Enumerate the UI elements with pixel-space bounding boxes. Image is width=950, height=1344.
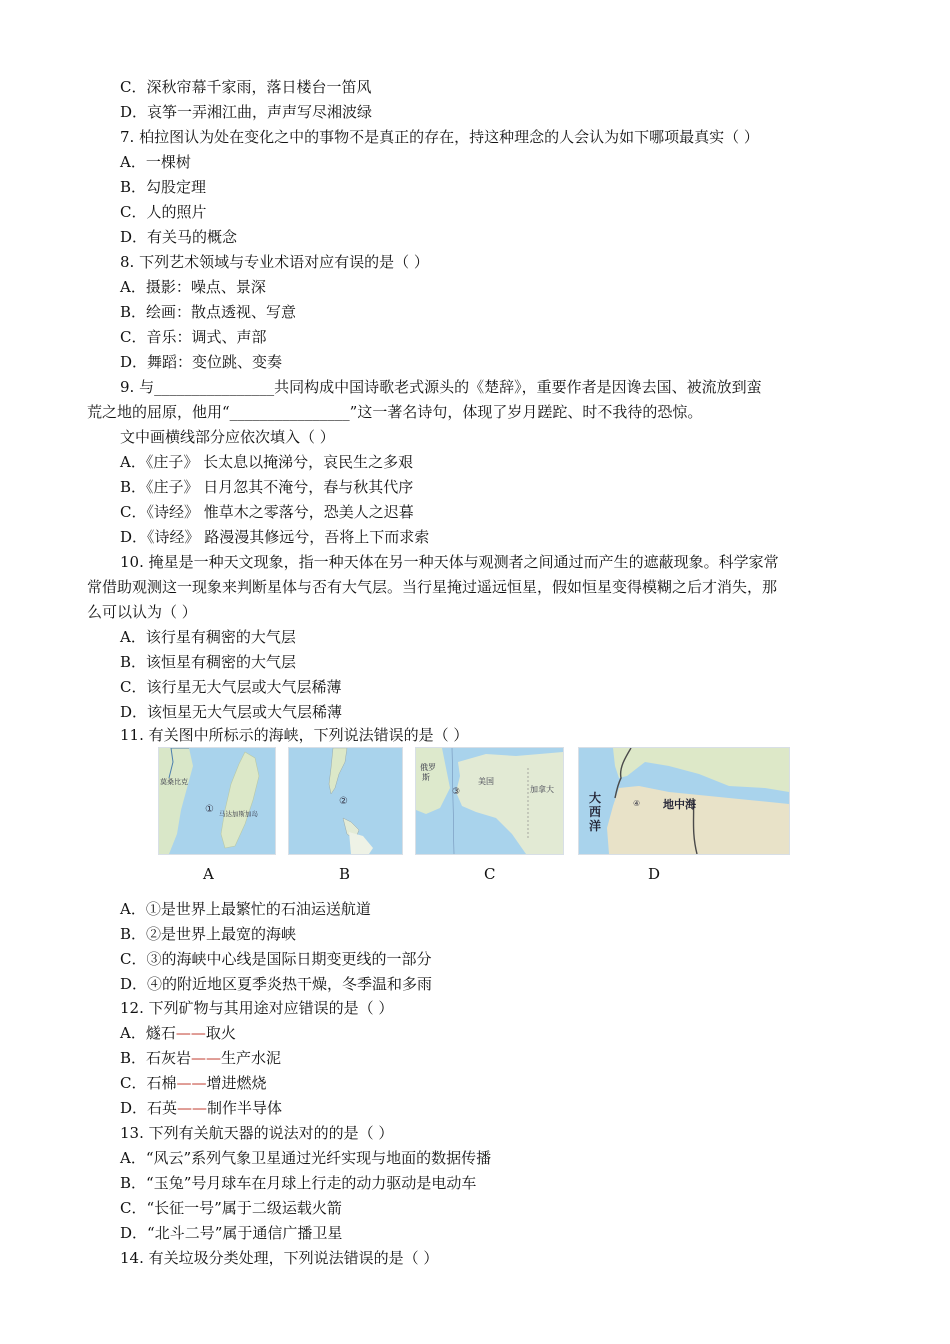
q11-option-a: A．①是世界上最繁忙的石油运送航道 <box>120 900 371 918</box>
map-d-strait-number: ④ <box>633 799 641 808</box>
map-a-graphic <box>159 748 275 854</box>
q12-dash: —— <box>175 1024 206 1042</box>
q7-option-d: D．有关马的概念 <box>120 228 238 246</box>
map-d-caption: D <box>648 865 661 883</box>
q12-option-a-mineral: A．燧石 <box>120 1024 176 1042</box>
q12-option-c-use: 增进燃烧 <box>206 1074 267 1092</box>
map-b <box>288 747 403 855</box>
map-c-label-usa: 美国 <box>478 777 494 786</box>
q9-stem-line2: 荒之地的屈原，他用“________________”这一著名诗句，体现了岁月蹉跎、时不我待的恐惊。 <box>87 403 703 421</box>
map-c-label-canada: 加拿大 <box>530 785 554 794</box>
map-a <box>158 747 276 855</box>
map-d-label-atlantic-2: 西 <box>589 805 602 819</box>
q7-stem: 7. 柏拉图认为处在变化之中的事物不是真正的存在，持这种理念的人会认为如下哪项最真实（ ） <box>120 128 759 146</box>
map-a-strait-number: ① <box>205 804 214 815</box>
q7-option-a: A．一棵树 <box>120 153 191 171</box>
q9-option-c: C．《诗经》 惟草木之零落兮，恐美人之迟暮 <box>120 503 414 521</box>
map-c-graphic <box>416 748 563 854</box>
q9-option-d: D．《诗经》 路漫漫其修远兮，吾将上下而求索 <box>120 528 430 546</box>
q12-option-d-use: 制作半导体 <box>207 1099 283 1117</box>
q13-option-c: C．“长征一号”属于二级运载火箭 <box>120 1199 342 1217</box>
q13-option-d: D．“北斗二号”属于通信广播卫星 <box>120 1224 343 1242</box>
q12-option-b-use: 生产水泥 <box>221 1049 282 1067</box>
q6-option-c: C．深秋帘幕千家雨，落日楼台一笛风 <box>120 78 372 96</box>
q8-option-c: C．音乐：调式、声部 <box>120 328 267 346</box>
strait-maps <box>158 747 792 857</box>
q9-option-a: A．《庄子》 长太息以掩涕兮，哀民生之多艰 <box>120 453 414 471</box>
map-d-label-atlantic-3: 洋 <box>589 819 602 833</box>
map-a-label-madagascar: 马达加斯加岛 <box>219 810 258 818</box>
q12-option-d <box>120 1096 282 1121</box>
q8-option-d: D．舞蹈：变位跳、变奏 <box>120 353 283 371</box>
q7-option-c: C．人的照片 <box>120 203 207 221</box>
q10-stem-line1: 10. 掩星是一种天文现象，指一种天体在另一种天体与观测者之间通过而产生的遮蔽现象。科学家常 <box>120 553 779 571</box>
q11-option-b: B．②是世界上最宽的海峡 <box>120 925 297 943</box>
q10-option-b: B．该恒星有稠密的大气层 <box>120 653 297 671</box>
q10-option-a: A．该行星有稠密的大气层 <box>120 628 296 646</box>
q11-stem: 11. 有关图中所标示的海峡，下列说法错误的是（ ） <box>120 726 469 744</box>
map-d-graphic <box>579 748 789 854</box>
map-d <box>578 747 790 855</box>
q12-option-b-mineral: B．石灰岩 <box>120 1049 192 1067</box>
q9-stem-line3: 文中画横线部分应依次填入（ ） <box>120 428 335 446</box>
q8-option-b: B．绘画：散点透视、写意 <box>120 303 297 321</box>
q13-option-a: A．“风云”系列气象卫星通过光纤实现与地面的数据传播 <box>120 1149 492 1167</box>
map-a-caption: A <box>203 865 214 883</box>
q10-option-d: D．该恒星无大气层或大气层稀薄 <box>120 703 343 721</box>
q10-option-c: C．该行星无大气层或大气层稀薄 <box>120 678 342 696</box>
q10-stem-line3: 么可以认为（ ） <box>87 603 197 621</box>
q12-option-c <box>120 1071 267 1096</box>
map-b-graphic <box>289 748 402 854</box>
map-b-strait-number: ② <box>339 796 348 807</box>
q12-option-c-mineral: C．石棉 <box>120 1074 177 1092</box>
q11-option-c: C．③的海峡中心线是国际日期变更线的一部分 <box>120 950 432 968</box>
q12-stem: 12. 下列矿物与其用途对应错误的是（ ） <box>120 999 394 1017</box>
q12-option-a-use: 取火 <box>205 1024 236 1042</box>
map-c <box>415 747 564 855</box>
map-d-label-atlantic-1: 大 <box>589 791 602 805</box>
q12-dash: —— <box>177 1099 208 1117</box>
q9-option-b: B．《庄子》 日月忽其不淹兮，春与秋其代序 <box>120 478 414 496</box>
map-d-label-mediterranean: 地中海 <box>663 798 696 811</box>
q12-dash: —— <box>191 1049 222 1067</box>
q12-option-a <box>120 1021 236 1046</box>
q10-stem-line2: 常借助观测这一现象来判断星体与否有大气层。当行星掩过遥远恒星，假如恒星变得模糊之后才消失，那 <box>87 578 778 596</box>
q12-option-b <box>120 1046 281 1071</box>
q12-dash: —— <box>176 1074 207 1092</box>
q7-option-b: B．勾股定理 <box>120 178 207 196</box>
q12-option-d-mineral: D．石英 <box>120 1099 178 1117</box>
q8-stem: 8. 下列艺术领域与专业术语对应有误的是（ ） <box>120 253 429 271</box>
map-b-caption: B <box>339 865 351 883</box>
map-c-label-russia-1: 俄罗 <box>420 763 436 772</box>
q11-option-d: D．④的附近地区夏季炎热干燥，冬季温和多雨 <box>120 975 433 993</box>
q14-stem: 14. 有关垃圾分类处理，下列说法错误的是（ ） <box>120 1249 439 1267</box>
q6-option-d: D．哀筝一弄湘江曲，声声写尽湘波绿 <box>120 103 373 121</box>
q13-stem: 13. 下列有关航天器的说法对的的是（ ） <box>120 1124 394 1142</box>
q13-option-b: B．“玉兔”号月球车在月球上行走的动力驱动是电动车 <box>120 1174 477 1192</box>
map-a-label-mozambique: 莫桑比克 <box>160 778 188 786</box>
q9-stem-line1: 9. 与________________共同构成中国诗歌老式源头的《楚辞》，重要作者是因谗去国、被流放到蛮 <box>120 378 762 396</box>
map-c-caption: C <box>484 865 496 883</box>
map-c-label-russia-2: 斯 <box>422 773 430 782</box>
q8-option-a: A．摄影：噪点、景深 <box>120 278 266 296</box>
map-c-strait-number: ③ <box>452 787 461 797</box>
